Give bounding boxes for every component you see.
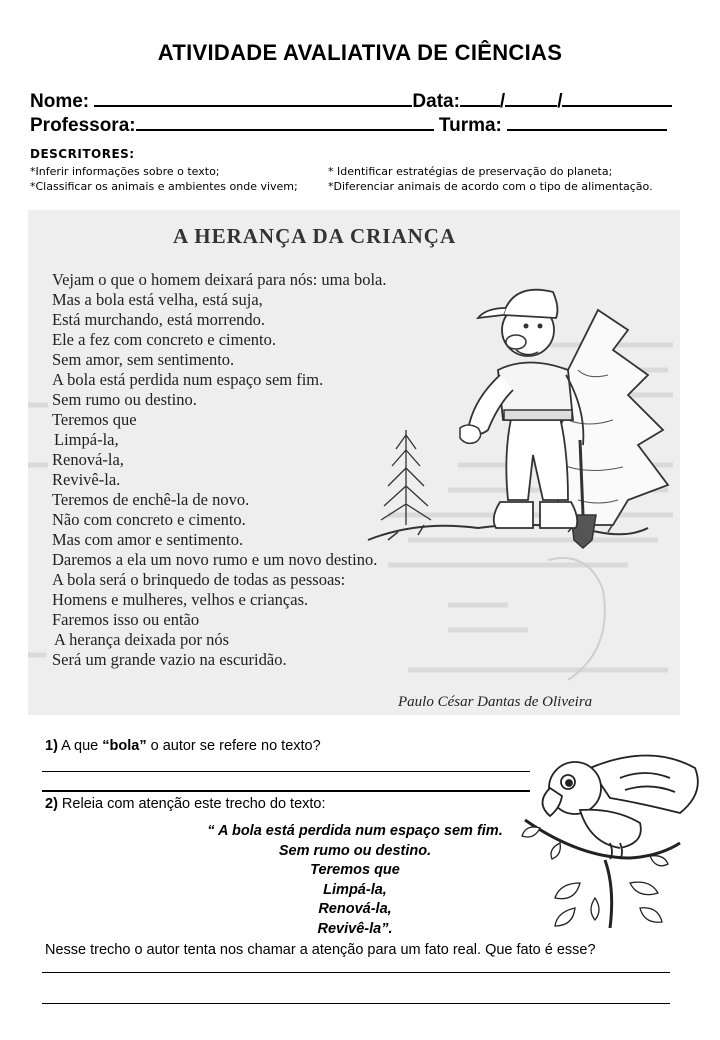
descritor-item: *Diferenciar animais de acordo com o tipo de alimentação. xyxy=(328,180,653,193)
question-emphasis: “bola” xyxy=(102,738,147,754)
quote-line: Teremos que xyxy=(310,862,400,878)
date-day-field[interactable] xyxy=(460,87,500,107)
nome-label: Nome: xyxy=(30,91,90,112)
poem-line: Mas a bola está velha, está suja, xyxy=(52,290,263,309)
question-text: o autor se refere no texto? xyxy=(146,738,321,754)
worksheet-title: ATIVIDADE AVALIATIVA DE CIÊNCIAS xyxy=(157,40,563,65)
poem-line: Renová-la, xyxy=(52,450,124,469)
date-month-field[interactable] xyxy=(505,87,557,107)
poem-line: Homens e mulheres, velhos e crianças. xyxy=(52,590,309,609)
date-year-field[interactable] xyxy=(562,87,672,107)
poem-line: Teremos de enchê-la de novo. xyxy=(52,490,250,509)
question-text: A que xyxy=(57,738,103,754)
poem-line: A bola será o brinquedo de todas as pessoas: xyxy=(52,570,346,589)
question-text: Releia com atenção este trecho do texto: xyxy=(57,796,326,812)
text-title: A HERANÇA DA CRIANÇA xyxy=(173,224,457,248)
answer-line-q1[interactable] xyxy=(42,790,530,792)
scanned-text-panel xyxy=(28,210,680,715)
name-date-row xyxy=(30,87,672,113)
question-1 xyxy=(45,738,321,754)
parrot-on-branch-illustration xyxy=(520,748,710,928)
poem-line: A herança deixada por nós xyxy=(54,630,230,649)
poem-line: Teremos que xyxy=(52,410,137,429)
quoted-excerpt xyxy=(130,822,580,939)
descritores-block xyxy=(30,147,700,193)
question-2-followup: Nesse trecho o autor tenta nos chamar a atenção para um fato real. Que fato é esse? xyxy=(45,942,596,958)
author-credit: Paulo César Dantas de Oliveira xyxy=(398,694,593,710)
quote-line: Renová-la, xyxy=(318,901,392,917)
poem-line: Sem rumo ou destino. xyxy=(52,390,197,409)
poem-line: Revivê-la. xyxy=(52,470,121,489)
poem-line: Será um grande vazio na escuridão. xyxy=(52,650,287,669)
turma-label: Turma: xyxy=(438,115,502,136)
poem-line: Vejam o que o homem deixará para nós: uma bola. xyxy=(52,270,387,289)
poem-line: A bola está perdida num espaço sem fim. xyxy=(52,370,324,389)
nome-field[interactable] xyxy=(94,87,412,107)
turma-field[interactable] xyxy=(507,111,667,131)
quote-line: Limpá-la, xyxy=(323,881,387,898)
professora-field[interactable] xyxy=(136,111,434,131)
poem-line: Faremos isso ou então xyxy=(52,610,200,629)
farmer-with-shovel-illustration xyxy=(328,270,673,560)
quote-line: Sem rumo ou destino. xyxy=(278,842,432,859)
date-separator: / xyxy=(557,91,563,112)
question-number: 2) xyxy=(45,796,58,812)
data-label: Data: xyxy=(412,91,460,112)
poem-line: Está murchando, está morrendo. xyxy=(52,310,266,329)
descritor-item: * Identificar estratégias de preservação do planeta; xyxy=(328,165,613,178)
answer-line-q2[interactable] xyxy=(42,1003,670,1004)
question-number: 1) xyxy=(45,738,58,754)
poem-line: Limpá-la, xyxy=(54,430,119,449)
date-separator: / xyxy=(499,91,506,112)
poem-line: Daremos a ela um novo rumo e um novo destino. xyxy=(52,550,378,569)
professora-label: Professora: xyxy=(30,115,136,136)
answer-line-q2[interactable] xyxy=(42,972,670,973)
quote-line: Revivê-la”. xyxy=(317,920,393,937)
answer-line-q1[interactable] xyxy=(42,771,530,772)
descritores-heading: DESCRITORES: xyxy=(30,147,135,161)
poem-line: Não com concreto e cimento. xyxy=(52,510,246,529)
teacher-class-row xyxy=(30,111,667,137)
descritor-item: *Classificar os animais e ambientes onde vivem; xyxy=(30,180,298,193)
poem-line: Ele a fez com concreto e cimento. xyxy=(52,330,277,349)
question-2 xyxy=(45,796,326,812)
poem-line: Mas com amor e sentimento. xyxy=(52,530,244,549)
poem-line: Sem amor, sem sentimento. xyxy=(52,350,235,369)
descritor-item: *Inferir informações sobre o texto; xyxy=(30,165,220,178)
quote-line: “ A bola está perdida num espaço sem fim. xyxy=(207,823,503,839)
